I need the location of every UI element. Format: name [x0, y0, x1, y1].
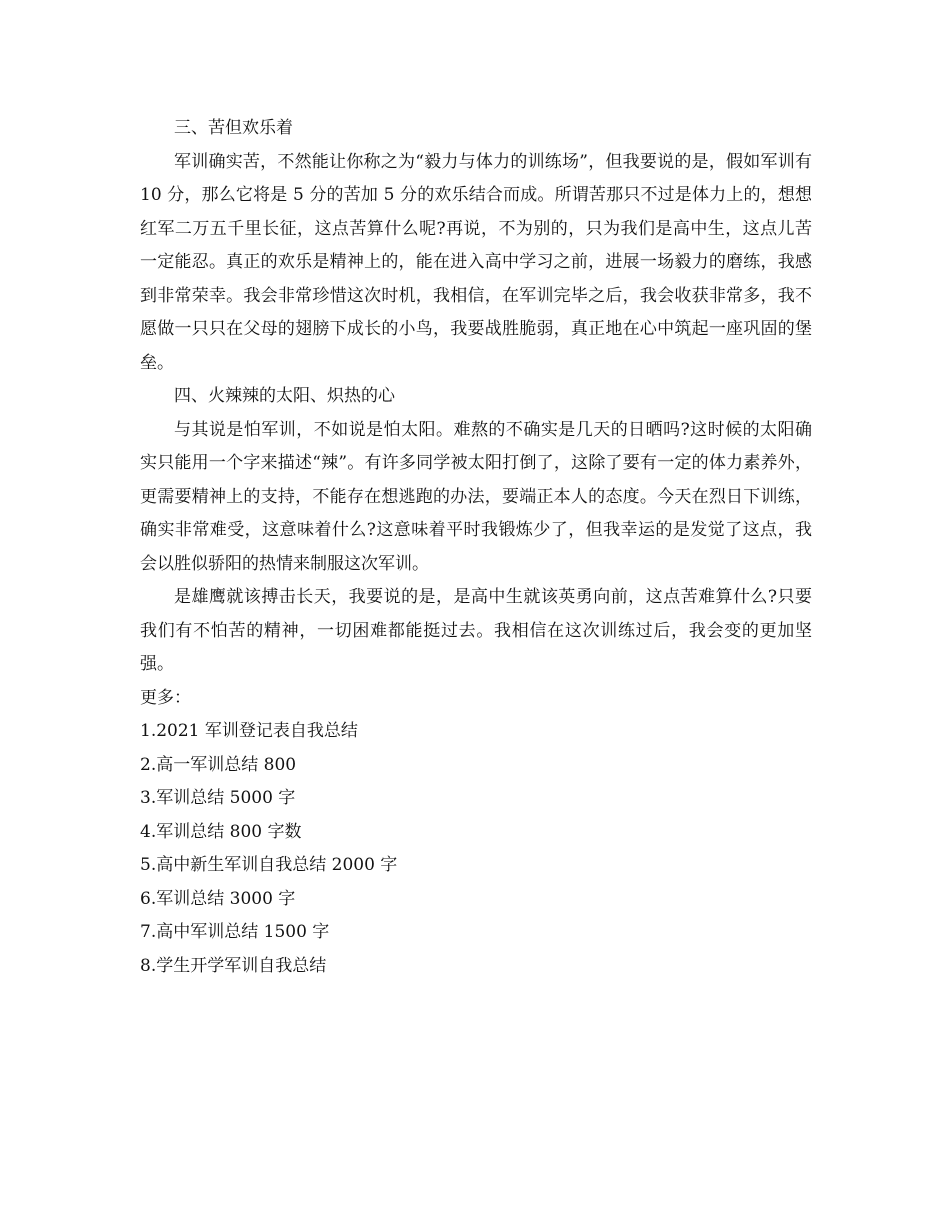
more-list-item[interactable]: 1.2021 军训登记表自我总结	[140, 721, 358, 741]
more-list-item[interactable]: 5.高中新生军训自我总结 2000 字	[140, 855, 398, 875]
section-heading-4: 四、火辣辣的太阳、炽热的心	[174, 386, 395, 406]
more-list-item[interactable]: 8.学生开学军训自我总结	[140, 955, 327, 976]
more-list-item[interactable]: 3.军训总结 5000 字	[140, 788, 296, 808]
more-list	[140, 715, 812, 983]
section-4-paragraph-1: 与其说是怕军训，不如说是怕太阳。难熬的不确实是几天的日晒吗?这时候的太阳确实只能用一个字来描述“辣”。有许多同学被太阳打倒了，这除了要有一定的体力素养外，更需要精神上的支持，不能存在想逃跑的办法，要端正本人的态度。今天在烈日下训练，确实非常难受，这意味着什么?这意味着平时我锻炼少了，但我幸运的是发觉了这点，我会以胜似骄阳的热情来制服这次军训。	[140, 419, 812, 574]
more-label: 更多：	[140, 687, 191, 708]
more-list-item[interactable]: 2.高一军训总结 800	[140, 754, 297, 775]
more-list-item[interactable]: 7.高中军训总结 1500 字	[140, 922, 330, 942]
more-list-item[interactable]: 4.军训总结 800 字数	[140, 821, 302, 842]
more-list-item[interactable]: 6.军训总结 3000 字	[140, 888, 296, 909]
section-heading-3: 三、苦但欢乐着	[174, 118, 293, 138]
section-4-paragraph-2: 是雄鹰就该搏击长天，我要说的是，是高中生就该英勇向前，这点苦难算什么?只要我们有不怕苦的精神，一切困难都能挺过去。我相信在这次训练过后，我会变的更加坚强。	[140, 587, 812, 674]
section-3-paragraph: 军训确实苦，不然能让你称之为“毅力与体力的训练场”，但我要说的是，假如军训有 10 分，那么它将是 5 分的苦加 5 分的欢乐结合而成。所谓苦那只不过是体力上的，想想红军二万五千里长征，这点苦算什么呢?再说，不为别的，只为我们是高中生，这点儿苦一定能忍。真正的欢乐是精神上的，能在进入高中学习之前，进展一场毅力的磨练，我感到非常荣幸。我会非常珍惜这次时机，我相信，在军训完毕之后，我会收获非常多，我不愿做一只只在父母的翅膀下成长的小鸟，我要战胜脆弱，真正地在心中筑起一座巩固的堡垒。	[140, 151, 812, 373]
document-page	[140, 112, 812, 983]
